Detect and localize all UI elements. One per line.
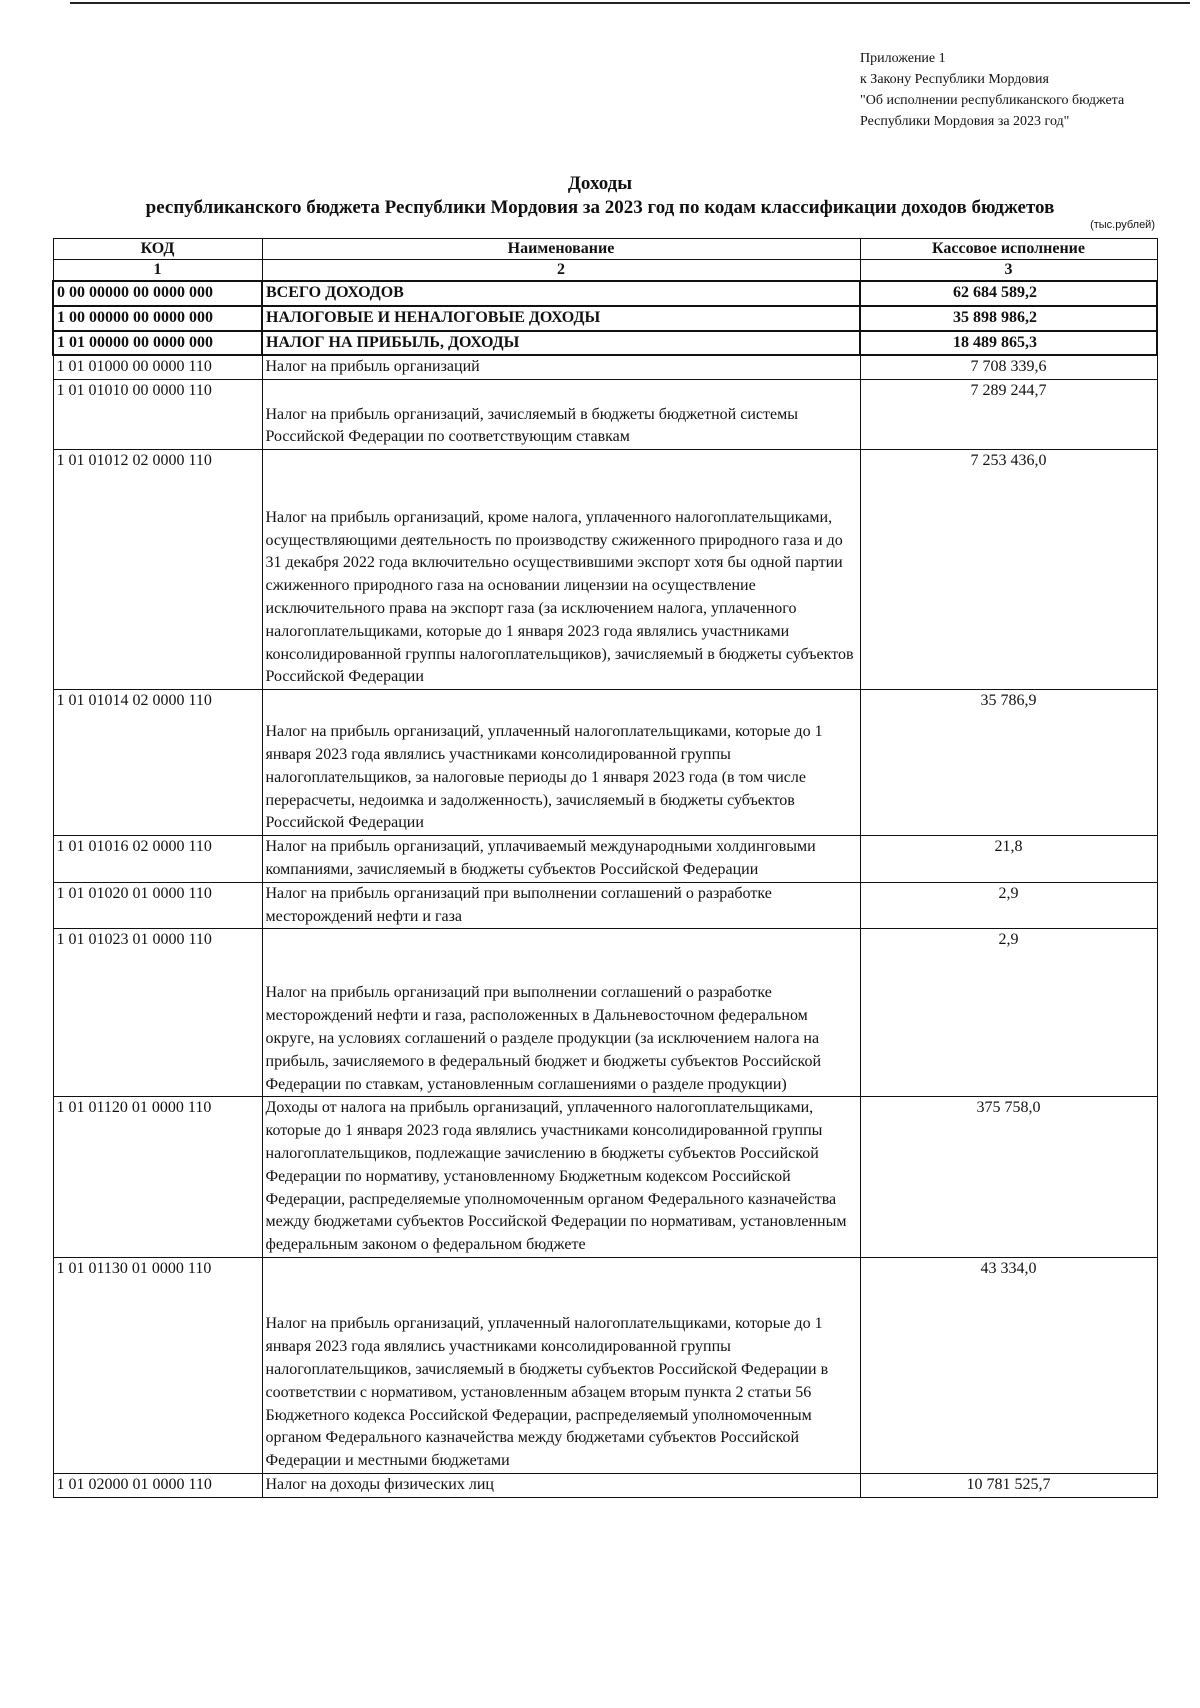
table-row (53, 1257, 1157, 1473)
row-code: 1 01 01012 02 0000 110 (53, 450, 262, 690)
row-amount: 62 684 589,2 (860, 281, 1157, 306)
row-code: 1 01 01020 01 0000 110 (53, 882, 262, 929)
document-title: Доходы (567, 173, 633, 194)
page-top-rule (70, 2, 1190, 4)
table-row (53, 1097, 1157, 1258)
column-number: 3 (860, 260, 1157, 282)
row-code: 1 01 01016 02 0000 110 (53, 836, 262, 883)
row-name: НАЛОГ НА ПРИБЫЛЬ, ДОХОДЫ (262, 331, 860, 356)
table-row (53, 929, 1157, 1097)
table-row (53, 281, 1157, 306)
row-name: Налог на прибыль организаций, уплачиваемый международными холдинговыми компаниями, зачисляемый в бюджеты субъектов Российской Федерации (262, 836, 860, 883)
row-amount: 43 334,0 (860, 1257, 1157, 1473)
table-row (53, 882, 1157, 929)
row-code: 1 01 01014 02 0000 110 (53, 690, 262, 836)
annex-line: к Закону Республики Мордовия (860, 72, 1049, 87)
row-code: 1 01 01010 00 0000 110 (53, 380, 262, 450)
column-header-code: КОД (53, 239, 262, 260)
row-name: Налог на прибыль организаций (262, 355, 860, 379)
row-name: НАЛОГОВЫЕ И НЕНАЛОГОВЫЕ ДОХОДЫ (262, 306, 860, 331)
table-row (53, 380, 1157, 450)
row-name: Налог на прибыль организаций, зачисляемый в бюджеты бюджетной системы Российской Федерации по соответствующим ставкам (262, 380, 860, 450)
table-row (53, 306, 1157, 331)
table-row (53, 690, 1157, 836)
column-number-row (53, 260, 1157, 282)
row-amount: 10 781 525,7 (860, 1473, 1157, 1497)
row-amount: 2,9 (860, 929, 1157, 1097)
row-code: 1 01 01023 01 0000 110 (53, 929, 262, 1097)
row-amount: 375 758,0 (860, 1097, 1157, 1258)
annex-line: Приложение 1 (860, 51, 946, 66)
row-code: 1 00 00000 00 0000 000 (53, 306, 262, 331)
row-code: 1 01 01130 01 0000 110 (53, 1257, 262, 1473)
row-amount: 7 708 339,6 (860, 355, 1157, 379)
row-name: Налог на прибыль организаций, уплаченный налогоплательщиками, которые до 1 января 2023 года являлись участниками консолидированной группы налогоплательщиков, зачисляемый в бюджеты субъектов Российской Федерации в соответствии с нормативом, установленным абзацем вторым пункта 2 статьи 56 Бюджетного кодекса Российской Федерации, распределяемый уполномоченным органом Федерального казначейства между бюджетами субъектов Российской Федерации и местными бюджетами (262, 1257, 860, 1473)
row-code: 1 01 01120 01 0000 110 (53, 1097, 262, 1258)
row-amount: 21,8 (860, 836, 1157, 883)
annex-block (860, 48, 1124, 132)
revenue-table (52, 238, 1158, 1498)
row-name: Налог на прибыль организаций, уплаченный налогоплательщиками, которые до 1 января 2023 года являлись участниками консолидированной группы налогоплательщиков, за налоговые периоды до 1 января 2023 года (в том числе перерасчеты, недоимка и задолженность), зачисляемый в бюджеты субъектов Российской Федерации (262, 690, 860, 836)
row-code: 0 00 00000 00 0000 000 (53, 281, 262, 306)
row-name: Налог на доходы физических лиц (262, 1473, 860, 1497)
column-number: 1 (53, 260, 262, 282)
row-amount: 35 898 986,2 (860, 306, 1157, 331)
row-amount: 7 253 436,0 (860, 450, 1157, 690)
row-name: Доходы от налога на прибыль организаций, уплаченного налогоплательщиками, которые до 1 января 2023 года являлись участниками консолидированной группы налогоплательщиков, подлежащие зачислению в бюджеты субъектов Российской Федерации по нормативу, установленному Бюджетным кодексом Российской Федерации, распределяемые уполномоченным органом Федерального казначейства между бюджетами субъектов Российской Федерации по нормативам, установленным федеральным законом о федеральном бюджете (262, 1097, 860, 1258)
table-row (53, 450, 1157, 690)
column-number: 2 (262, 260, 860, 282)
table-row (53, 836, 1157, 883)
row-code: 1 01 01000 00 0000 110 (53, 355, 262, 379)
row-code: 1 01 00000 00 0000 000 (53, 331, 262, 356)
row-amount: 7 289 244,7 (860, 380, 1157, 450)
row-name: ВСЕГО ДОХОДОВ (262, 281, 860, 306)
table-row (53, 1473, 1157, 1497)
row-name: Налог на прибыль организаций при выполнении соглашений о разработке месторождений нефти и газа (262, 882, 860, 929)
document-subtitle: республиканского бюджета Республики Мордовия за 2023 год по кодам классификации доходов бюджетов (145, 197, 1055, 218)
row-name: Налог на прибыль организаций, кроме налога, уплаченного налогоплательщиками, осуществляющими деятельность по производству сжиженного природного газа и до 31 декабря 2022 года включительно осуществившими экспорт хотя бы одной партии сжиженного природного газа на основании лицензии на осуществление исключительного права на экспорт газа (за исключением налога, уплаченного налогоплательщиками, которые до 1 января 2023 года являлись участниками консолидированной группы налогоплательщиков), зачисляемый в бюджеты субъектов Российской Федерации (262, 450, 860, 690)
row-amount: 18 489 865,3 (860, 331, 1157, 356)
header-row (53, 239, 1157, 260)
row-amount: 2,9 (860, 882, 1157, 929)
row-name: Налог на прибыль организаций при выполнении соглашений о разработке месторождений нефти и газа, расположенных в Дальневосточном федеральном округе, на условиях соглашений о разделе продукции (за исключением налога на прибыль, зачисляемого в федеральный бюджет и бюджеты субъектов Российской Федерации по ставкам, установленным соглашениями о разделе продукции) (262, 929, 860, 1097)
column-header-amount: Кассовое исполнение (860, 239, 1157, 260)
column-header-name: Наименование (262, 239, 860, 260)
table-row (53, 331, 1157, 356)
row-code: 1 01 02000 01 0000 110 (53, 1473, 262, 1497)
units-note: (тыс.рублей) (1090, 219, 1155, 231)
annex-line: "Об исполнении республиканского бюджета (860, 93, 1125, 108)
table-row (53, 355, 1157, 379)
row-amount: 35 786,9 (860, 690, 1157, 836)
annex-line: Республики Мордовия за 2023 год" (860, 114, 1070, 129)
